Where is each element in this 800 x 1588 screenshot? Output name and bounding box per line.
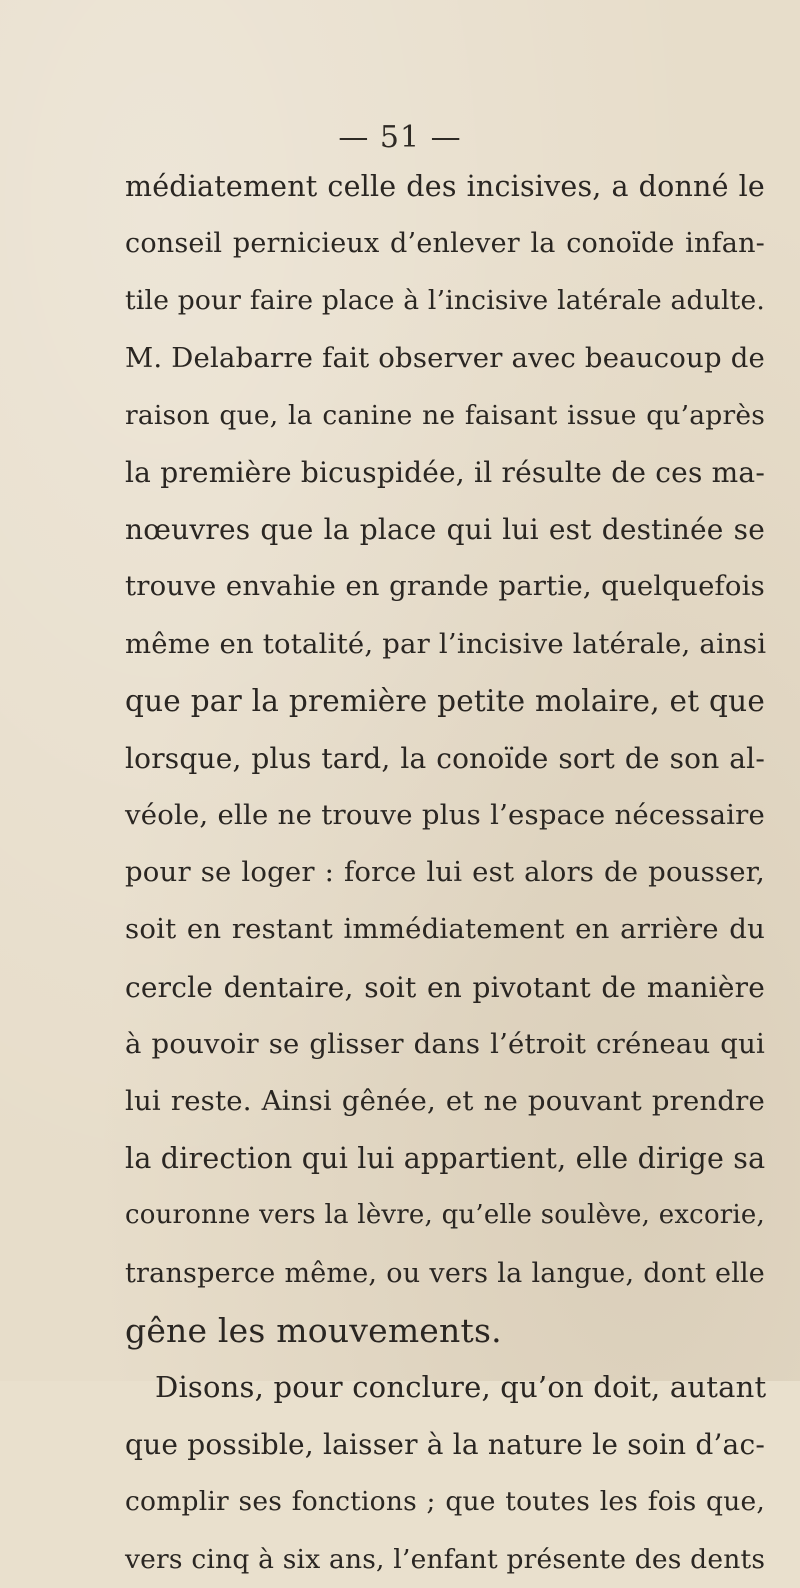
text-line: médiatement celle des incisives, a donné le bbox=[125, 170, 765, 203]
text-line: même en totalité, par l’incisive latérale, ainsi bbox=[125, 627, 767, 660]
text-line: conseil pernicieux d’enlever la conoïde infan- bbox=[125, 228, 765, 260]
text-line: cercle dentaire, soit en pivotant de manière bbox=[125, 970, 765, 1004]
text-line: la première bicuspidée, il résulte de ces ma- bbox=[125, 455, 765, 489]
page-number: — 51 — bbox=[338, 120, 462, 155]
text-line: lui reste. Ainsi gênée, et ne pouvant prendre bbox=[125, 1085, 765, 1117]
text-line: transperce même, ou vers la langue, dont elle bbox=[125, 1257, 765, 1289]
text-line: que par la première petite molaire, et que bbox=[125, 683, 765, 718]
body-text bbox=[125, 158, 765, 1588]
text-line: soit en restant immédiatement en arrière du bbox=[125, 913, 765, 946]
text-line: à pouvoir se glisser dans l’étroit créneau qui bbox=[125, 1027, 765, 1060]
text-line: pour se loger : force lui est alors de pousser, bbox=[125, 856, 765, 889]
text-line: que possible, laisser à la nature le soin d’ac- bbox=[125, 1428, 765, 1462]
text-line: véole, elle ne trouve plus l’espace nécessaire bbox=[125, 799, 765, 832]
text-line: vers cinq à six ans, l’enfant présente des dents bbox=[125, 1543, 766, 1575]
text-line: gêne les mouvements. bbox=[125, 1310, 502, 1350]
text-line: Disons, pour conclure, qu’on doit, autant bbox=[155, 1369, 767, 1404]
text-line: complir ses fonctions ; que toutes les fois que, bbox=[125, 1486, 765, 1518]
text-line: raison que, la canine ne faisant issue qu’après bbox=[125, 399, 765, 431]
text-line: nœuvres que la place qui lui est destinée se bbox=[125, 513, 765, 547]
text-line: trouve envahie en grande partie, quelquefois bbox=[125, 570, 765, 603]
text-line: la direction qui lui appartient, elle dirige sa bbox=[125, 1142, 766, 1176]
text-line: tile pour faire place à l’incisive latérale adulte. bbox=[125, 285, 765, 317]
text-line: lorsque, plus tard, la conoïde sort de son al- bbox=[125, 741, 765, 775]
text-line: couronne vers la lèvre, qu’elle soulève, excorie, bbox=[125, 1200, 765, 1231]
text-line: M. Delabarre fait observer avec beaucoup de bbox=[125, 341, 765, 374]
